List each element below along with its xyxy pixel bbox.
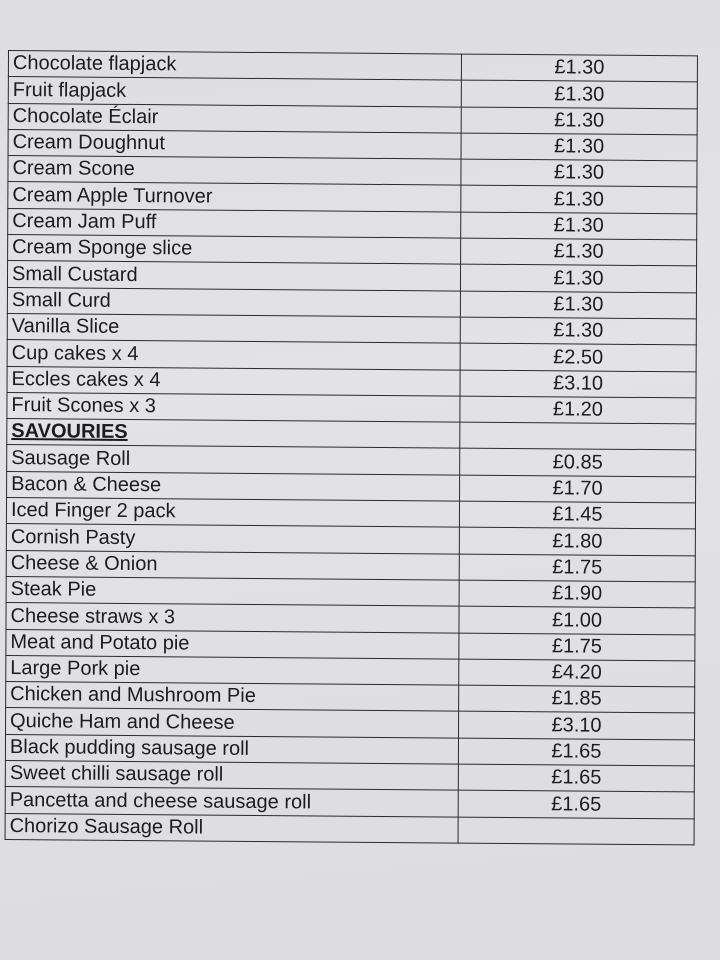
item-name: Large Pork pie [10,657,141,681]
item-name: Cream Doughnut [12,131,165,155]
item-price-cell [460,264,696,292]
item-price: £1.30 [553,214,604,237]
item-name-cell [6,655,459,685]
item-price: £1.65 [551,792,602,816]
item-price-cell [459,711,695,739]
item-price-cell [458,790,694,818]
item-price: £2.50 [553,345,604,369]
item-name-cell [6,576,459,606]
item-name: Quiche Ham and Cheese [10,709,235,734]
item-name: Cream Jam Puff [12,210,157,234]
item-price-cell [461,107,697,135]
item-price-cell [459,527,695,555]
item-name-cell [8,77,461,107]
item-name: Fruit flapjack [12,78,127,102]
item-price-cell [459,501,695,529]
item-name: Bacon & Cheese [11,473,162,497]
item-price: £1.70 [552,477,603,500]
item-name: Small Curd [11,289,111,312]
item-price-cell [458,817,694,845]
item-name-cell [5,813,458,843]
item-price-cell [461,212,697,240]
item-name-cell [5,787,458,817]
item-name: Cheese & Onion [10,551,158,576]
item-name: Chicken and Mushroom Pie [10,683,256,708]
item-name-cell [7,445,460,475]
price-table-body [5,51,697,845]
item-price-cell [459,580,695,608]
item-name: Fruit Scones x 3 [11,394,157,418]
item-name: Cream Apple Turnover [12,183,213,208]
item-name: Small Custard [11,262,138,286]
item-price: £1.30 [553,188,604,211]
item-price: £1.30 [554,82,605,106]
item-price: £1.75 [552,556,603,579]
item-name: Pancetta and cheese sausage roll [9,788,312,814]
item-price: £1.45 [552,503,603,527]
item-price-cell [460,449,696,477]
item-name: Cream Sponge slice [12,236,193,260]
item-price-cell [461,159,697,187]
item-price-cell [461,54,697,82]
item-name-cell [8,235,461,265]
item-price-cell [460,291,696,319]
item-name: Chocolate flapjack [12,52,177,76]
item-price-cell [460,370,696,398]
item-name-cell [8,103,461,133]
item-name-cell [5,761,458,791]
item-price: £1.30 [554,56,605,79]
table-row [5,813,694,845]
item-price: £1.65 [551,766,602,789]
item-price: £1.30 [553,293,604,316]
item-price-cell [459,685,695,713]
item-name-cell [7,392,460,422]
section-heading: SAVOURIES [11,420,128,444]
item-price-cell [460,396,696,424]
item-name-cell [6,682,459,712]
item-name: Cornish Pasty [10,525,136,549]
item-name-cell [7,287,460,317]
item-name: Cheese straws x 3 [10,604,176,628]
item-price-cell [461,238,697,266]
price-list [5,50,698,845]
item-name-cell [6,603,459,633]
item-price: £3.10 [552,372,604,395]
item-name-cell [8,51,461,81]
item-name-cell [7,261,460,291]
item-name-cell [6,708,459,738]
item-name-cell [6,524,459,554]
item-name: Black pudding sausage roll [9,736,250,760]
item-price: £1.00 [551,608,603,632]
item-name-cell [6,550,459,580]
item-price: £0.85 [552,451,603,474]
item-price-cell [459,606,695,634]
item-name: Chocolate Éclair [12,104,159,129]
item-name: Meat and Potato pie [10,630,190,655]
item-name: Iced Finger 2 pack [10,499,176,523]
item-name-cell [7,340,460,370]
item-price: £1.30 [553,161,605,185]
item-name-cell [8,156,461,186]
item-price-cell [461,80,697,108]
item-price-cell [458,764,694,792]
item-price: £1.30 [553,266,604,290]
item-price: £1.65 [551,740,602,763]
item-price-cell [460,317,696,345]
item-price: £1.30 [554,135,605,158]
item-price: £1.75 [551,635,602,658]
item-price-cell [458,738,694,766]
item-name-cell [8,182,461,212]
item-name: Cup cakes x 4 [11,341,139,365]
item-price-cell [461,133,697,161]
item-price: £1.30 [553,319,604,342]
item-price: £1.90 [552,582,603,605]
item-price: £1.30 [553,240,604,264]
item-price-cell [460,343,696,371]
item-name: Vanilla Slice [11,315,120,339]
item-price-cell [459,554,695,582]
item-price: £1.30 [554,109,605,132]
item-price-cell [459,659,695,687]
item-name: Steak Pie [10,578,97,601]
item-price-cell [461,186,697,214]
item-name-cell [6,498,459,528]
item-price: £1.80 [552,529,603,553]
item-name: Eccles cakes x 4 [11,367,161,392]
item-price: £4.20 [551,661,602,684]
item-name-cell [7,366,460,396]
item-name-cell [6,629,459,659]
item-name-cell [8,208,461,238]
item-name-cell [7,471,460,501]
item-price-cell [460,422,696,450]
section-heading-cell [7,419,460,449]
item-name: Sweet chilli sausage roll [9,762,224,787]
item-price-cell [459,633,695,661]
item-name-cell [7,313,460,343]
item-price: £1.20 [552,398,604,421]
item-price: £3.10 [551,714,602,737]
item-name-cell [5,734,458,764]
item-name: Sausage Roll [11,446,131,470]
item-name: Chorizo Sausage Roll [9,814,204,839]
item-price: £1.85 [551,687,602,711]
price-table [5,50,698,845]
item-name-cell [8,129,461,159]
item-price-cell [460,475,696,503]
item-name: Cream Scone [12,157,135,181]
